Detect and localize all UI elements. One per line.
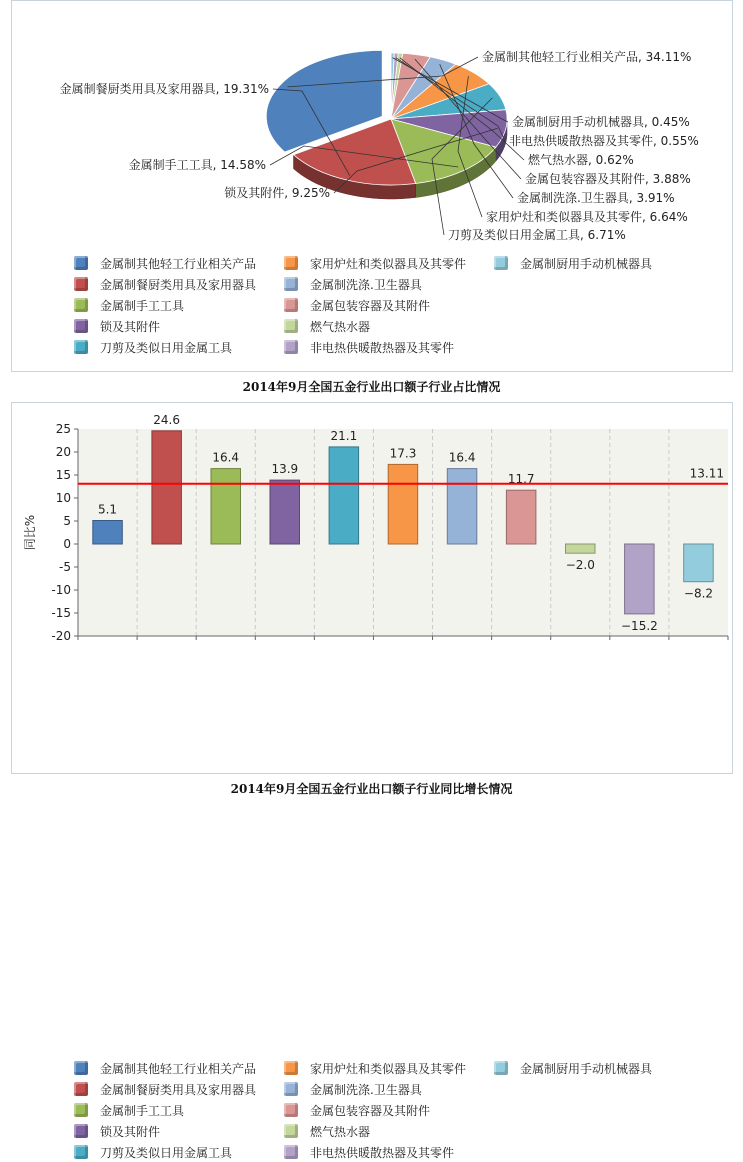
legend-swatch — [74, 319, 88, 333]
pie-data-label: 锁及其附件, 9.25% — [224, 186, 330, 200]
bar-value-label: 24.6 — [153, 412, 180, 427]
reference-line-label: 13.11 — [689, 466, 724, 481]
legend-label: 金属包装容器及其附件 — [310, 298, 431, 313]
legend-label: 家用炉灶和类似器具及其零件 — [310, 1061, 467, 1076]
bar-4 — [329, 447, 359, 544]
legend-swatch — [74, 1103, 88, 1117]
legend-item — [284, 295, 430, 315]
legend-item — [74, 1079, 256, 1099]
pie-data-label: 燃气热水器, 0.62% — [528, 153, 634, 167]
legend-label: 金属制餐厨类用具及家用器具 — [100, 1082, 257, 1097]
legend-swatch — [284, 319, 298, 333]
legend-item — [284, 274, 422, 294]
legend-label: 锁及其附件 — [100, 1124, 161, 1139]
legend-label: 金属包装容器及其附件 — [310, 1103, 431, 1118]
legend-label: 金属制其他轻工行业相关产品 — [100, 256, 257, 271]
legend-label: 非电热供暖散热器及其零件 — [310, 340, 455, 355]
legend-item — [284, 253, 466, 273]
legend-item — [74, 274, 256, 294]
bar-value-label: 21.1 — [330, 428, 358, 443]
bar-10 — [684, 544, 714, 582]
pie-data-label: 金属包装容器及其附件, 3.88% — [525, 172, 691, 186]
legend-swatch — [74, 256, 88, 270]
legend-item — [74, 295, 184, 315]
y-tick-label: -10 — [51, 583, 71, 597]
legend-swatch — [74, 1145, 88, 1159]
y-tick-label: -5 — [59, 560, 71, 574]
bar-value-label: 16.4 — [448, 450, 476, 465]
legend-item — [74, 1100, 184, 1120]
legend-item — [74, 1121, 160, 1141]
pie-data-label: 非电热供暖散热器及其零件, 0.55% — [509, 134, 699, 148]
y-tick-label: 10 — [55, 491, 71, 505]
bar-value-label: 13.9 — [271, 462, 299, 477]
legend-label: 锁及其附件 — [100, 319, 161, 334]
legend-item — [74, 1058, 256, 1078]
bar-2 — [211, 469, 241, 544]
legend-label: 非电热供暖散热器及其零件 — [310, 1145, 455, 1160]
y-tick-label: 5 — [63, 514, 71, 528]
legend-label: 刀剪及类似日用金属工具 — [100, 340, 233, 355]
legend-swatch — [74, 277, 88, 291]
legend-swatch — [284, 1145, 298, 1159]
bar-1 — [152, 431, 182, 544]
legend-swatch — [74, 1124, 88, 1138]
legend-swatch — [74, 340, 88, 354]
legend-swatch — [494, 1061, 508, 1075]
legend-label: 金属制手工工具 — [100, 1103, 185, 1118]
legend-label: 金属制洗涤.卫生器具 — [310, 1082, 422, 1097]
legend-label: 家用炉灶和类似器具及其零件 — [310, 256, 467, 271]
legend-item — [284, 1079, 422, 1099]
legend-label: 金属制厨用手动机械器具 — [520, 256, 653, 271]
legend-item — [284, 337, 454, 357]
pie-chart-panel — [11, 0, 733, 372]
legend-item — [74, 337, 232, 357]
bar-8 — [566, 544, 596, 553]
y-tick-label: 25 — [55, 422, 71, 436]
legend-item — [494, 1058, 652, 1078]
bar-value-label: 17.3 — [389, 446, 417, 461]
legend-swatch — [284, 1124, 298, 1138]
pie-data-label: 金属制厨用手动机械器具, 0.45% — [512, 115, 690, 129]
y-tick-label: 20 — [55, 445, 71, 459]
pie-data-label: 刀剪及类似日用金属工具, 6.71% — [448, 228, 626, 242]
legend-swatch — [74, 1082, 88, 1096]
bar-3 — [270, 480, 300, 544]
legend-swatch — [74, 1061, 88, 1075]
legend-item — [284, 1142, 454, 1162]
legend-item — [494, 253, 652, 273]
y-tick-label: -15 — [51, 606, 71, 620]
bar-value-label: 11.7 — [507, 472, 535, 487]
legend-swatch — [284, 298, 298, 312]
legend-swatch — [494, 256, 508, 270]
bar-value-label: −15.2 — [621, 618, 658, 633]
legend-label: 金属制厨用手动机械器具 — [520, 1061, 653, 1076]
legend-swatch — [284, 1061, 298, 1075]
pie-data-label: 金属制洗涤.卫生器具, 3.91% — [517, 191, 675, 205]
legend-label: 燃气热水器 — [310, 1124, 371, 1139]
legend-swatch — [284, 1082, 298, 1096]
pie-chart — [12, 1, 732, 251]
legend-swatch — [284, 277, 298, 291]
pie-data-label: 金属制其他轻工行业相关产品, 34.11% — [482, 50, 692, 64]
legend-item — [74, 253, 256, 273]
pie-chart-title: 2014年9月全国五金行业出口额子行业占比情况 — [242, 380, 501, 394]
legend-swatch — [284, 1103, 298, 1117]
pie-data-label: 金属制手工工具, 14.58% — [128, 158, 266, 172]
legend-label: 金属制其他轻工行业相关产品 — [100, 1061, 257, 1076]
bar-value-label: 5.1 — [97, 502, 118, 517]
bar-6 — [447, 469, 477, 544]
legend-swatch — [284, 340, 298, 354]
legend-swatch — [284, 256, 298, 270]
y-tick-label: 0 — [63, 537, 71, 551]
bar-5 — [388, 464, 418, 544]
legend-item — [74, 316, 160, 336]
y-tick-label: 15 — [55, 468, 71, 482]
pie-data-label: 家用炉灶和类似器具及其零件, 6.64% — [486, 210, 688, 224]
legend-item — [284, 1058, 466, 1078]
legend-item — [74, 1142, 232, 1162]
legend-swatch — [74, 298, 88, 312]
legend-label: 金属制餐厨类用具及家用器具 — [100, 277, 257, 292]
bar-9 — [625, 544, 655, 614]
bar-chart — [12, 403, 732, 653]
legend-label: 刀剪及类似日用金属工具 — [100, 1145, 233, 1160]
bar-value-label: −8.2 — [683, 586, 714, 601]
y-tick-label: -20 — [51, 629, 71, 643]
legend-label: 金属制洗涤.卫生器具 — [310, 277, 422, 292]
bar-value-label: 16.4 — [212, 450, 240, 465]
bar-0 — [93, 521, 123, 545]
bar-7 — [506, 490, 536, 544]
y-axis-label: 同比% — [23, 514, 37, 551]
legend-label: 燃气热水器 — [310, 319, 371, 334]
pie-data-label: 金属制餐厨类用具及家用器具, 19.31% — [59, 82, 269, 96]
legend-label: 金属制手工工具 — [100, 298, 185, 313]
bar-chart-title: 2014年9月全国五金行业出口额子行业同比增长情况 — [230, 782, 513, 796]
legend-item — [284, 1121, 370, 1141]
legend-item — [284, 1100, 430, 1120]
bar-value-label: −2.0 — [565, 558, 595, 573]
legend-item — [284, 316, 370, 336]
